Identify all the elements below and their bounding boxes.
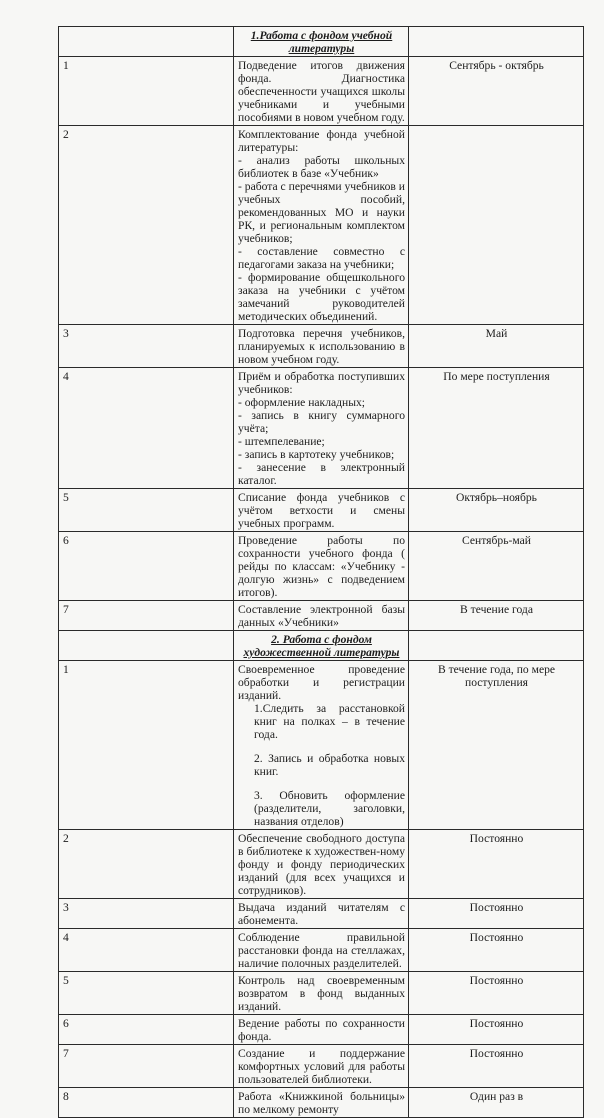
table-row — [59, 57, 584, 126]
table-row — [59, 972, 584, 1015]
task-line: - занесение в электронный каталог. — [238, 461, 405, 487]
row-number: 2 — [59, 126, 234, 325]
row-number: 2 — [59, 830, 234, 899]
row-number: 3 — [59, 899, 234, 929]
task-line: Подведение итогов движения фонда. Диагностика обеспеченности учащихся школы учебниками и учебными пособиями в новом учебном году. — [238, 59, 405, 124]
table-row — [59, 899, 584, 929]
task-subitem: 2. Запись и обработка новых книг. — [254, 752, 405, 778]
spacer — [238, 778, 405, 786]
task-cell — [234, 126, 409, 325]
row-number: 4 — [59, 368, 234, 489]
section-title: 2. Работа с фондом художественной литературы — [234, 631, 409, 661]
spacer — [238, 741, 405, 749]
term-cell: Один раз в — [409, 1088, 584, 1118]
task-cell: Обеспечение свободного доступа в библиотеке к художествен-ному фонду и фонду периодических изданий (для всех учащихся и сотрудников). — [234, 830, 409, 899]
row-number: 3 — [59, 325, 234, 368]
term-cell: Сентябрь-май — [409, 532, 584, 601]
task-line: Списание фонда учебников с учётом ветхости и смены учебных программ. — [238, 491, 405, 530]
task-cell — [234, 661, 409, 830]
row-number: 1 — [59, 661, 234, 830]
table-row — [59, 532, 584, 601]
row-number: 6 — [59, 1015, 234, 1045]
task-line: Приём и обработка поступивших учебников: — [238, 370, 405, 396]
table-row — [59, 929, 584, 972]
row-number: 5 — [59, 972, 234, 1015]
task-cell — [234, 57, 409, 126]
table-row — [59, 661, 584, 830]
task-cell — [234, 532, 409, 601]
task-cell — [234, 325, 409, 368]
term-cell: Постоянно — [409, 830, 584, 899]
row-number: 7 — [59, 1045, 234, 1088]
row-number: 6 — [59, 532, 234, 601]
table-row — [59, 631, 584, 661]
term-cell: Постоянно — [409, 1015, 584, 1045]
table-row — [59, 830, 584, 899]
term-cell: Постоянно — [409, 972, 584, 1015]
task-line: - формирование общешкольного заказа на учебники с учётом замечаний руководителей методических объединений. — [238, 271, 405, 323]
task-line: - анализ работы школьных библиотек в базе «Учебник» — [238, 154, 405, 180]
task-cell — [234, 368, 409, 489]
section-number-cell — [59, 631, 234, 661]
table-row — [59, 601, 584, 631]
table-row — [59, 325, 584, 368]
term-cell: В течение года, по мере поступления — [409, 661, 584, 830]
section-title: 1.Работа с фондом учебной литературы — [234, 27, 409, 57]
term-cell: Постоянно — [409, 899, 584, 929]
section-number-cell — [59, 27, 234, 57]
task-cell: Создание и поддержание комфортных условий для работы пользователей библиотеки. — [234, 1045, 409, 1088]
term-cell: Май — [409, 325, 584, 368]
task-line: - составление совместно с педагогами заказа на учебники; — [238, 245, 405, 271]
section-term-cell — [409, 27, 584, 57]
task-cell: Соблюдение правильной расстановки фонда на стеллажах, наличие полочных разделителей. — [234, 929, 409, 972]
task-cell: Выдача изданий читателям с абонемента. — [234, 899, 409, 929]
task-cell — [234, 489, 409, 532]
table-row — [59, 489, 584, 532]
task-cell: Контроль над своевременным возвратом в фонд выданных изданий. — [234, 972, 409, 1015]
term-cell: Сентябрь - октябрь — [409, 57, 584, 126]
task-line: Проведение работы по сохранности учебного фонда ( рейды по классам: «Учебнику - долгую жизнь» с подведением итогов). — [238, 534, 405, 599]
row-number: 1 — [59, 57, 234, 126]
table-row — [59, 1088, 584, 1118]
table-row — [59, 368, 584, 489]
row-number: 4 — [59, 929, 234, 972]
task-line: - запись в книгу суммарного учёта; — [238, 409, 405, 435]
task-cell: Работа «Книжкиной больницы» по мелкому ремонту — [234, 1088, 409, 1118]
task-line: - штемпелевание; — [238, 435, 325, 448]
term-cell: Октябрь–ноябрь — [409, 489, 584, 532]
row-number: 7 — [59, 601, 234, 631]
plan-table — [58, 26, 584, 1118]
section-term-cell — [409, 631, 584, 661]
term-cell: Постоянно — [409, 1045, 584, 1088]
task-line: - работа с перечнями учебников и учебных пособий, рекомендованных МО и науки РК, и региональным комплектом учебников; — [238, 180, 405, 245]
task-cell: Ведение работы по сохранности фонда. — [234, 1015, 409, 1045]
table-row — [59, 1045, 584, 1088]
task-line: - запись в картотеку учебников; — [238, 448, 395, 461]
task-line: Своевременное проведение обработки и регистрации изданий. — [238, 663, 405, 702]
term-cell: Постоянно — [409, 929, 584, 972]
term-cell: В течение года — [409, 601, 584, 631]
task-cell — [234, 601, 409, 631]
term-cell: По мере поступления — [409, 368, 584, 489]
table-row — [59, 27, 584, 57]
table-row — [59, 1015, 584, 1045]
term-cell — [409, 126, 584, 325]
task-line: - оформление накладных; — [238, 396, 366, 409]
task-subitem: 3. Обновить оформление (разделители, заголовки, названия отделов) — [254, 789, 405, 828]
task-subitem: 1.Следить за расстановкой книг на полках – в течение года. — [254, 702, 405, 741]
row-number: 8 — [59, 1088, 234, 1118]
task-line: Подготовка перечня учебников, планируемых к использованию в новом учебном году. — [238, 327, 405, 366]
task-line: Комплектование фонда учебной литературы: — [238, 128, 405, 154]
table-row — [59, 126, 584, 325]
task-line: Составление электронной базы данных «Учебники» — [238, 603, 405, 629]
row-number: 5 — [59, 489, 234, 532]
